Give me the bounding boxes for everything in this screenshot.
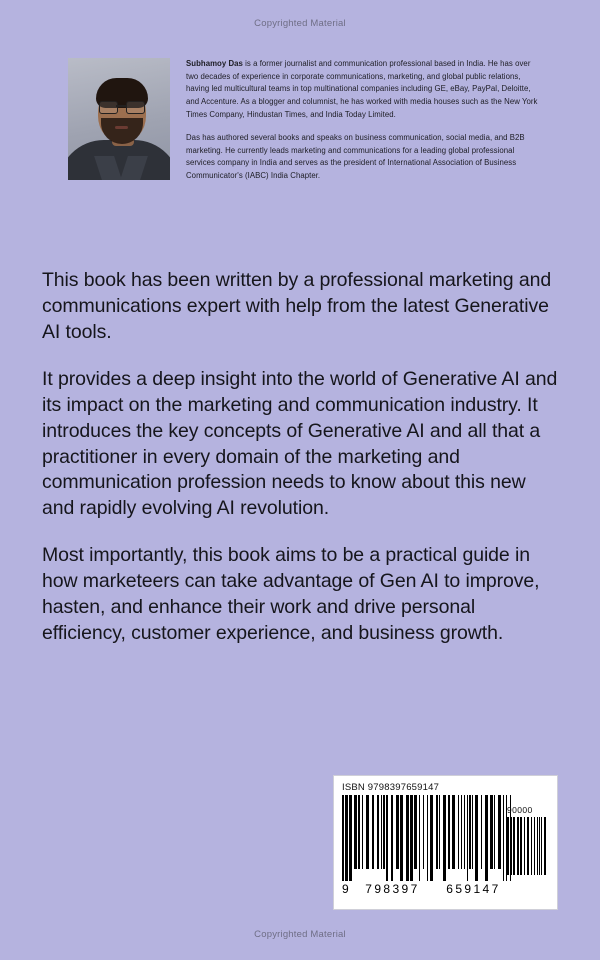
barcode-addon <box>507 805 549 875</box>
author-bio-paragraph-2: Das has authored several books and speaks on business communication, social media, and B2B marketing. He currently leads marketing and communications for a leading global professional services company in India and serves as the president of International Association of Business Communicator's (IABC) India Chapter. <box>186 133 525 180</box>
isbn-label: ISBN 9798397659147 <box>342 782 440 793</box>
blurb-paragraph-2: It provides a deep insight into the world of Generative AI and its impact on the marketing and communication industry. It introduces the key concepts of Generative AI and all that a practitioner in every domain of the marketing and communication profession needs to know about this new and rapidly evolving AI revolution. <box>42 367 558 520</box>
author-block <box>68 58 540 183</box>
barcode-main-bars <box>342 795 514 881</box>
barcode-block <box>333 775 558 910</box>
author-bio-paragraph-1 <box>186 58 540 121</box>
barcode-addon-bars <box>507 817 549 875</box>
author-bio-text-1: is a former journalist and communication professional based in India. He has over two decades of experience in corporate communications, marketing, and global public relations, having led multicultural teams in top multinational companies including GE, eBay, PayPal, Deloitte, and Accenture. As a blogger and columnist, he has worked with media houses such as the New York Times Company, Hindustan Times, and India Today Limited. <box>186 59 538 119</box>
barcode-addon-label: 90000 <box>507 805 533 815</box>
watermark-bottom: Copyrighted Material <box>254 929 346 940</box>
barcode-digit-first: 9 <box>342 882 350 896</box>
portrait-mouth <box>115 126 128 129</box>
author-bio <box>186 58 540 183</box>
watermark-top: Copyrighted Material <box>254 18 346 29</box>
barcode-bars-row <box>342 795 549 881</box>
barcode-digits-left: 798397 <box>365 882 420 896</box>
author-portrait-image <box>68 58 170 180</box>
barcode-digits <box>342 882 514 896</box>
blurb-paragraph-3: Most importantly, this book aims to be a practical guide in how marketeers can take advantage of Gen AI to improve, hasten, and enhance their work and drive personal efficiency, customer experience, and business growth. <box>42 544 540 645</box>
blurb-paragraph-1: This book has been written by a professional marketing and communications expert with help from the latest Generative AI tools. <box>42 269 552 343</box>
back-cover-blurb <box>42 268 558 647</box>
author-name: Subhamoy Das <box>186 59 243 68</box>
glasses-bridge <box>116 105 127 107</box>
barcode-digits-right: 659147 <box>446 882 501 896</box>
